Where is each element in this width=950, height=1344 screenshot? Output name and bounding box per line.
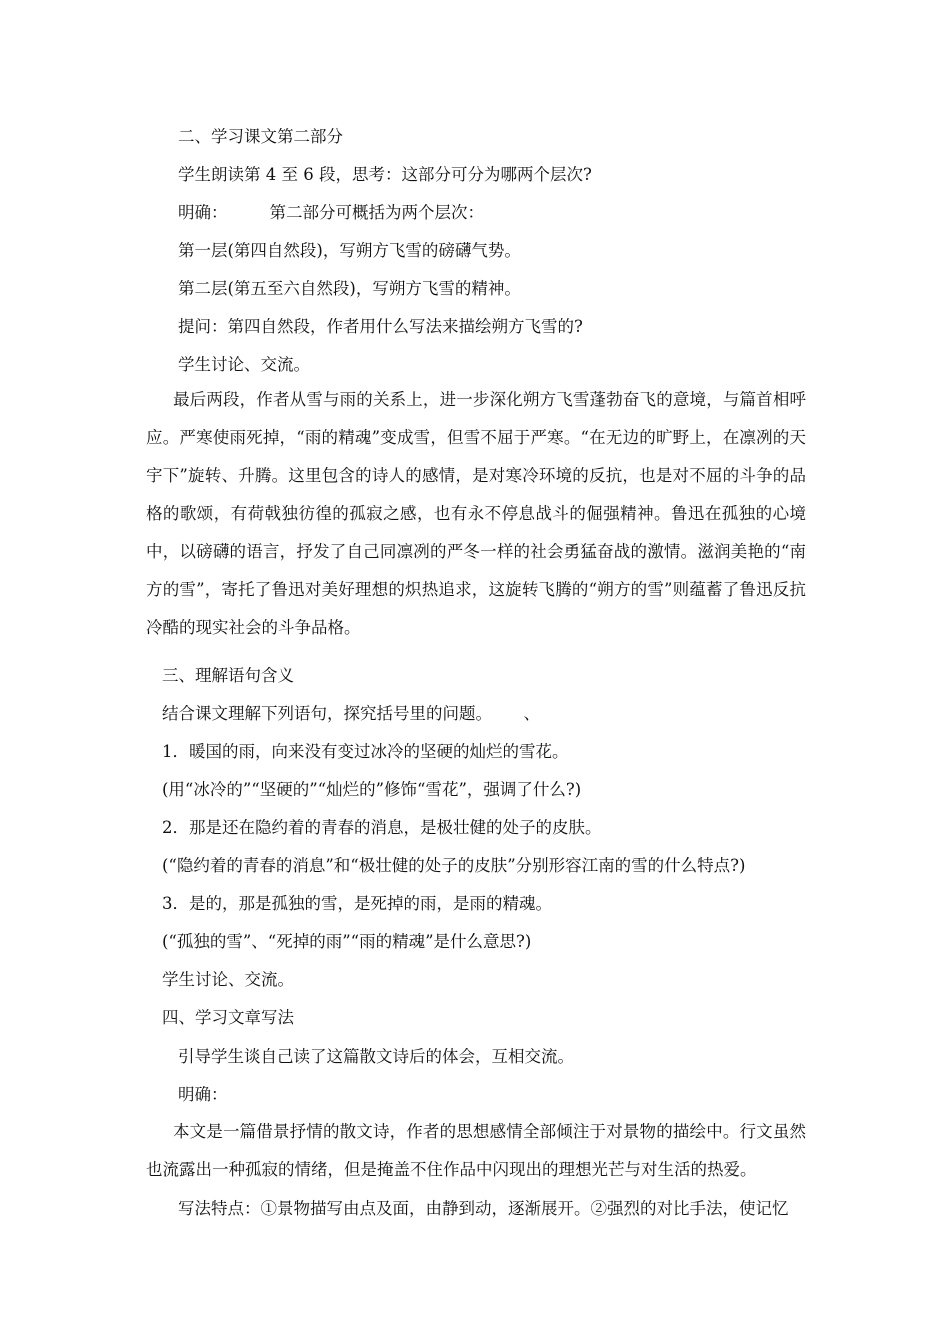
sentence-item: 3．是的，那是孤独的雪，是死掉的雨，是雨的精魂。 bbox=[162, 894, 552, 913]
text-line: 结合课文理解下列语句，探究括号里的问题。 、 bbox=[162, 704, 540, 723]
sentence-item: 2．那是还在隐约着的青春的消息，是极壮健的处子的皮肤。 bbox=[162, 818, 602, 837]
text-line: 学生朗读第 4 至 6 段，思考：这部分可分为哪两个层次? bbox=[178, 165, 592, 184]
text-line: 写法特点：①景物描写由点及面，由静到动，逐渐展开。②强烈的对比手法，使记忆 bbox=[178, 1199, 789, 1218]
text-line: 提问：第四自然段，作者用什么写法来描绘朔方飞雪的? bbox=[178, 317, 583, 336]
paragraph-summary: 本文是一篇借景抒情的散文诗，作者的思想感情全部倾注于对景物的描绘中。行文虽然也流露出一种孤寂的情绪，但是掩盖不住作品中闪现出的理想光芒与对生活的热爱。 bbox=[146, 1122, 806, 1179]
text-line: 第二层(第五至六自然段)，写朔方飞雪的精神。 bbox=[178, 279, 521, 298]
paragraph-analysis: 最后两段，作者从雪与雨的关系上，进一步深化朔方飞雪蓬勃奋飞的意境，与篇首相呼应。严寒使雨死掉，“雨的精魂”变成雪，但雪不屈于严寒。“在无边的旷野上，在凛冽的天宇下”旋转、升腾。这里包含的诗人的感情，是对寒冷环境的反抗，也是对不屈的斗争的品格的歌颂，有荷戟独彷徨的孤寂之感，也有永不停息战斗的倔强精神。鲁迅在孤独的心境中，以磅礴的语言，抒发了自己同凛冽的严冬一样的社会勇猛奋战的激情。滋润美艳的“南方的雪”，寄托了鲁迅对美好理想的炽热追求，这旋转飞腾的“朔方的雪”则蕴蓄了鲁迅反抗冷酷的现实社会的斗争品格。 bbox=[146, 390, 806, 637]
text-line: 引导学生谈自己读了这篇散文诗后的体会，互相交流。 bbox=[178, 1047, 574, 1066]
section-heading-3: 三、理解语句含义 bbox=[162, 666, 294, 685]
text-line: 学生讨论、交流。 bbox=[162, 970, 294, 989]
text-line: 第一层(第四自然段)，写朔方飞雪的磅礴气势。 bbox=[178, 241, 521, 260]
section-heading-2: 二、学习课文第二部分 bbox=[178, 127, 343, 146]
question-item: (“隐约着的青春的消息”和“极壮健的处子的皮肤”分别形容江南的雪的什么特点?) bbox=[162, 856, 746, 875]
question-item: (“孤独的雪”、“死掉的雨”“雨的精魂”是什么意思?) bbox=[162, 932, 532, 951]
text-line: 明确： 第二部分可概括为两个层次： bbox=[178, 203, 484, 222]
section-heading-4: 四、学习文章写法 bbox=[162, 1008, 294, 1027]
text-line: 明确： bbox=[178, 1085, 228, 1104]
sentence-item: 1．暖国的雨，向来没有变过冰冷的坚硬的灿烂的雪花。 bbox=[162, 742, 569, 761]
text-line: 学生讨论、交流。 bbox=[178, 355, 310, 374]
question-item: (用“冰冷的”“坚硬的”“灿烂的”修饰“雪花”，强调了什么?) bbox=[162, 780, 582, 799]
